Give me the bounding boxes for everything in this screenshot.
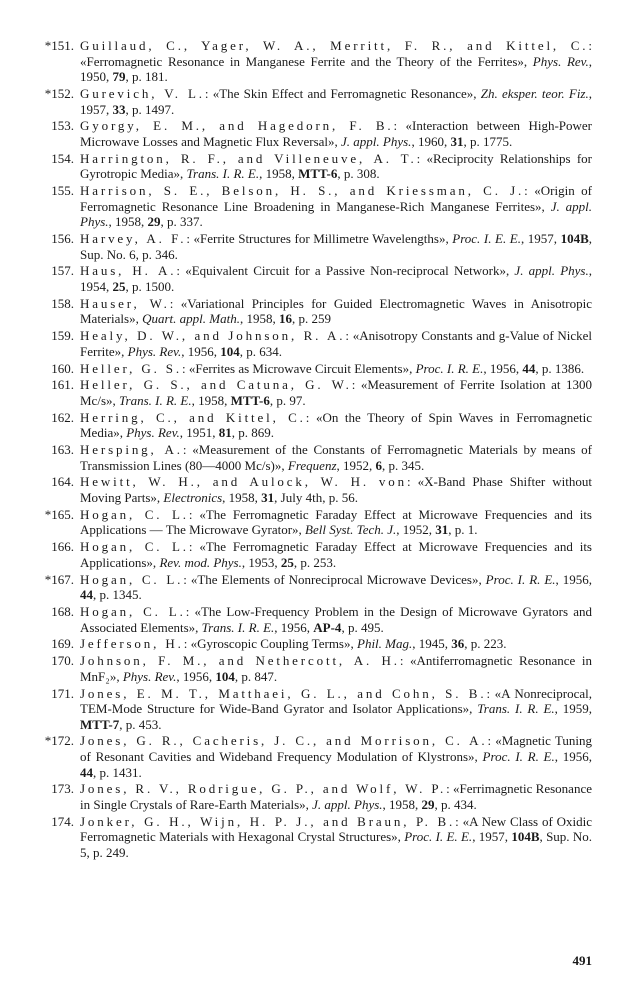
reference-number: 166.: [51, 539, 74, 555]
reference-authors: Jones, R. V., Rodrigue, G. P., and Wolf, W. P.: [80, 781, 447, 797]
reference-text: , Sup. No. 6, p. 346.: [80, 231, 592, 262]
reference-volume: 104B: [511, 829, 540, 845]
reference-number: 155.: [51, 183, 74, 199]
reference-text: : «Measurement of the Constants of Ferromagnetic Materials by means of Transmission Lines (80—4000 Mc/s)»,: [80, 442, 592, 473]
reference-number: 158.: [51, 295, 74, 311]
reference-number: 173.: [51, 781, 74, 797]
reference-entry: [0, 572, 644, 603]
reference-entry: [0, 231, 644, 262]
reference-entry: [0, 604, 644, 635]
reference-text: , 1958,: [191, 392, 231, 408]
reference-entry: [0, 686, 644, 733]
reference-authors: Harvey, A. F.: [80, 231, 187, 247]
reference-volume: MTT-6: [230, 392, 270, 408]
reference-entry: [0, 410, 644, 441]
reference-authors: Jefferson, H.: [80, 636, 184, 652]
reference-authors: Jones, G. R., Cacheris, J. C., and Morrison, C. A.: [80, 733, 488, 749]
reference-text: , 1956,: [274, 619, 314, 635]
reference-authors: Harrington, R. F., and Villeneuve, A. T.: [80, 150, 417, 166]
reference-text: , 1951,: [179, 425, 219, 441]
reference-text: , p. 1497.: [125, 101, 175, 117]
reference-text: , p. 634.: [239, 343, 282, 359]
reference-text: , p. 869.: [231, 425, 275, 441]
reference-text: , p. 1345.: [93, 587, 142, 603]
reference-entry: [0, 733, 644, 780]
reference-authors: Haus, H. A.: [80, 263, 177, 279]
reference-text: : «Ferrite Structures for Millimetre Wavelengths»,: [186, 231, 453, 247]
reference-text: : «Gyroscopic Coupling Terms»,: [183, 636, 357, 652]
reference-entry: [0, 296, 644, 327]
reference-journal: J. appl. Phys.: [80, 198, 592, 230]
reference-text: , p. 253.: [293, 554, 337, 570]
reference-number: 159.: [51, 328, 74, 344]
reference-entry: [0, 118, 644, 149]
reference-volume: 29: [147, 214, 161, 230]
reference-number: 162.: [51, 409, 74, 425]
reference-authors: Hewitt, W. H., and Aulock, W. H. von: [80, 474, 407, 490]
reference-text: , 1954,: [80, 263, 592, 295]
reference-journal: Rev. mod. Phys.: [159, 554, 242, 570]
reference-text: : «The Low-Frequency Problem in the Design of Microwave Gyrators and Associated Elements»,: [80, 603, 592, 635]
reference-text: : «Ferrimagnetic Resonance in Single Crystals of Rare-Earth Materials»,: [80, 781, 592, 813]
reference-number: 169.: [51, 636, 74, 652]
reference-text: , 1958,: [259, 166, 299, 182]
reference-number: *172.: [44, 733, 74, 749]
reference-text: , p. 495.: [341, 619, 384, 635]
reference-authors: Heller, G. S.: [80, 360, 183, 376]
reference-text: , 1952,: [396, 522, 436, 538]
reference-text: , 1956,: [554, 749, 593, 765]
reference-authors: Hogan, C. L.: [80, 571, 184, 587]
reference-text: , 1957,: [520, 231, 561, 247]
reference-journal: Proc. I. E. E.: [452, 231, 521, 247]
reference-text: , 1957,: [80, 85, 592, 117]
reference-authors: Gyorgy, E. M., and Hagedorn, F. B.: [80, 118, 394, 134]
reference-text: : «Measurement of Ferrite Isolation at 1300 Mc/s»,: [80, 377, 592, 408]
reference-volume: 33: [112, 101, 126, 117]
reference-journal: Trans. I. R. E.: [186, 166, 260, 182]
reference-text: , 1953,: [241, 554, 281, 570]
reference-number: 164.: [51, 474, 74, 490]
reference-text: , 1958,: [239, 311, 279, 327]
reference-text: , 1958,: [382, 797, 422, 813]
reference-entry: [0, 263, 644, 294]
reference-volume: 31: [261, 490, 275, 506]
reference-number: 156.: [51, 231, 74, 247]
reference-number: *151.: [44, 38, 74, 53]
reference-journal: Proc. I. R. E.: [482, 749, 555, 765]
reference-text: , p. 97.: [269, 392, 306, 408]
reference-list: [0, 38, 644, 862]
reference-authors: Hogan, C. L.: [80, 506, 189, 522]
reference-journal: Zh. eksper. teor. Fiz.: [480, 85, 589, 101]
reference-text: , p. 1775.: [463, 133, 513, 149]
reference-journal: Proc. I. R. E.: [485, 571, 556, 587]
reference-entry: [0, 183, 644, 230]
reference-text: , p. 181.: [125, 69, 168, 85]
reference-text: : «The Elements of Nonreciprocal Microwave Devices»,: [183, 571, 486, 587]
reference-journal: J. appl. Phys.: [514, 263, 589, 279]
reference-text: , p. 1500.: [125, 279, 175, 295]
reference-journal: J. appl. Phys.: [312, 797, 383, 813]
reference-text: , p. 434.: [434, 797, 477, 813]
reference-entry: [0, 328, 644, 359]
reference-text: , 1958,: [108, 214, 148, 230]
reference-text: : «Equivalent Circuit for a Passive Non-reciprocal Network»,: [176, 263, 515, 279]
reference-authors: Johnson, F. M., and Nethercott, A. H.: [80, 653, 400, 669]
reference-volume: 31: [435, 522, 449, 538]
reference-entry: [0, 377, 644, 408]
reference-volume: 104B: [560, 231, 589, 247]
reference-volume: 31: [450, 133, 464, 149]
reference-text: , 1956,: [555, 571, 593, 587]
reference-volume: MTT-7: [80, 716, 120, 732]
reference-authors: Jonker, G. H., Wijn, H. P. J., and Braun, P. B.: [80, 813, 456, 829]
reference-text: : «Antiferromagnetic Resonance in MnF₂»,: [80, 653, 592, 684]
reference-entry: [0, 474, 644, 505]
reference-text: : «Variational Principles for Guided Electromagnetic Waves in Anisotropic Materials»,: [80, 295, 592, 327]
reference-text: , p. 308.: [337, 166, 380, 182]
reference-authors: Hersping, A.: [80, 442, 183, 458]
reference-entry: [0, 86, 644, 117]
reference-text: , 1956,: [181, 343, 221, 359]
reference-entry: [0, 636, 644, 652]
reference-number: 161.: [51, 377, 74, 393]
reference-text: : «Interaction between High-Power Microwave Losses and Magnetic Flux Reversal»,: [80, 118, 592, 149]
reference-authors: Hauser, W.: [80, 295, 170, 311]
reference-journal: Proc. I. R. E.: [415, 360, 484, 376]
reference-journal: Electronics: [163, 490, 223, 506]
reference-text: , Sup. No. 5, p. 249.: [80, 829, 593, 860]
reference-text: : «Anisotropy Constants and g-Value of Nickel Ferrite»,: [80, 328, 592, 359]
reference-text: , 1956,: [483, 360, 523, 376]
reference-text: , p. 223.: [464, 636, 507, 652]
reference-volume: 25: [280, 554, 294, 570]
reference-authors: Hogan, C. L.: [80, 603, 186, 619]
reference-number: *152.: [44, 85, 74, 101]
reference-journal: Phys. Rev.: [126, 425, 180, 441]
reference-authors: Herring, C., and Kittel, C.: [80, 409, 306, 425]
reference-entry: [0, 781, 644, 812]
reference-text: : «A Nonreciprocal, TEM-Mode Structure for Wide-Band Gyrator and Isolator Applications»,: [80, 685, 592, 717]
reference-journal: Trans. I. R. E.: [477, 701, 555, 717]
page-number: 491: [572, 953, 592, 968]
reference-text: , 1960,: [411, 133, 451, 149]
reference-number: 160.: [51, 360, 74, 376]
reference-volume: 44: [80, 587, 93, 603]
reference-volume: MTT-6: [298, 166, 338, 182]
reference-volume: 44: [522, 360, 536, 376]
reference-volume: 81: [218, 425, 232, 441]
reference-entry: [0, 38, 644, 85]
reference-journal: Phil. Mag.: [357, 636, 413, 652]
reference-authors: Harrison, S. E., Belson, H. S., and Kriessman, C. J.: [80, 183, 525, 199]
reference-volume: 79: [112, 69, 126, 85]
reference-text: : «Magnetic Tuning of Resonant Cavities and Wideband Frequency Modulation of Klystrons»,: [80, 733, 592, 765]
reference-number: 163.: [51, 442, 74, 458]
reference-authors: Gurevich, V. L.: [80, 85, 205, 101]
reference-entry: [0, 507, 644, 538]
reference-text: , 1945,: [412, 636, 452, 652]
reference-number: 168.: [51, 603, 74, 619]
reference-text: : «The Skin Effect and Ferromagnetic Resonance»,: [204, 85, 481, 101]
reference-journal: Quart. appl. Math.: [142, 311, 240, 327]
reference-number: 174.: [51, 813, 74, 829]
reference-text: : «X-Band Phase Shifter without Moving Parts»,: [80, 474, 592, 506]
reference-number: 171.: [51, 685, 74, 701]
reference-number: *165.: [44, 506, 74, 522]
reference-journal: Proc. I. E. E.: [404, 829, 473, 845]
reference-text: , p. 337.: [160, 214, 203, 230]
reference-text: : «Reciprocity Relationships for Gyrotropic Media»,: [80, 150, 592, 182]
reference-entry: [0, 151, 644, 182]
reference-authors: Guillaud, C., Yager, W. A., Merritt, F. R., and Kittel, C.: [80, 38, 589, 53]
reference-volume: 25: [112, 279, 126, 295]
reference-journal: Bell Syst. Tech. J.: [305, 522, 397, 538]
reference-text: , p. 259: [291, 311, 331, 327]
reference-text: , p. 345.: [382, 457, 425, 473]
reference-text: , 1957,: [472, 829, 512, 845]
reference-number: *167.: [44, 571, 74, 587]
reference-entry: [0, 814, 644, 861]
reference-text: : «Origin of Ferromagnetic Resonance Line Broadening in Manganese-Rich Manganese Ferrites»,: [80, 183, 592, 214]
reference-entry: [0, 539, 644, 570]
reference-authors: Healy, D. W., and Johnson, R. A.: [80, 328, 346, 344]
reference-journal: Trans. I. R. E.: [201, 619, 275, 635]
reference-volume: 44: [80, 764, 93, 780]
reference-volume: 16: [278, 311, 292, 327]
reference-text: : «A New Class of Oxidic Ferromagnetic Materials with Hexagonal Crystal Structures»,: [80, 813, 592, 845]
reference-text: : «The Ferromagnetic Faraday Effect at Microwave Frequencies and its Applications»,: [80, 539, 592, 570]
reference-authors: Jones, E. M. T., Matthaei, G. L., and Cohn, S. B.: [80, 685, 487, 701]
reference-text: , p. 1.: [448, 522, 478, 538]
reference-journal: Phys. Rev.: [532, 53, 589, 69]
reference-authors: Hogan, C. L.: [80, 539, 189, 555]
reference-number: 153.: [51, 118, 74, 134]
reference-text: , July 4th, p. 56.: [274, 490, 358, 506]
reference-text: , 1950,: [80, 53, 592, 85]
reference-journal: Frequenz: [287, 457, 337, 473]
reference-entry: [0, 442, 644, 473]
reference-journal: J. appl. Phys.: [341, 133, 412, 149]
reference-entry: [0, 361, 644, 377]
reference-volume: AP-4: [313, 619, 342, 635]
reference-text: , 1952,: [336, 457, 376, 473]
reference-text: : «The Ferromagnetic Faraday Effect at Microwave Frequencies and its Applications — The Microwave Gyrator»,: [80, 506, 592, 538]
reference-number: 170.: [51, 653, 74, 669]
reference-volume: 104: [220, 343, 240, 359]
reference-text: , 1959,: [554, 701, 593, 717]
reference-text: , p. 847.: [234, 668, 278, 684]
reference-journal: Phys. Rev.: [122, 668, 177, 684]
reference-text: , p. 1386.: [535, 360, 585, 376]
reference-text: , 1958,: [222, 490, 262, 506]
reference-text: : «Ferrites as Microwave Circuit Elements»,: [182, 360, 416, 376]
reference-text: , 1956,: [176, 668, 216, 684]
reference-text: : «Ferromagnetic Resonance in Manganese Ferrite and the Theory of the Ferrites»,: [80, 38, 592, 69]
reference-volume: 36: [451, 636, 465, 652]
reference-text: , p. 453.: [119, 716, 162, 732]
reference-volume: 104: [215, 668, 235, 684]
reference-text: , p. 1431.: [93, 764, 142, 780]
reference-volume: 6: [375, 457, 383, 473]
reference-journal: Phys. Rev.: [127, 343, 182, 359]
reference-number: 154.: [51, 150, 74, 166]
reference-authors: Heller, G. S., and Catuna, G. W.: [80, 377, 352, 393]
reference-number: 157.: [51, 263, 74, 279]
reference-entry: [0, 653, 644, 684]
reference-text: : «On the Theory of Spin Waves in Ferromagnetic Media»,: [80, 409, 592, 441]
reference-journal: Trans. I. R. E.: [119, 392, 192, 408]
reference-volume: 29: [421, 797, 435, 813]
